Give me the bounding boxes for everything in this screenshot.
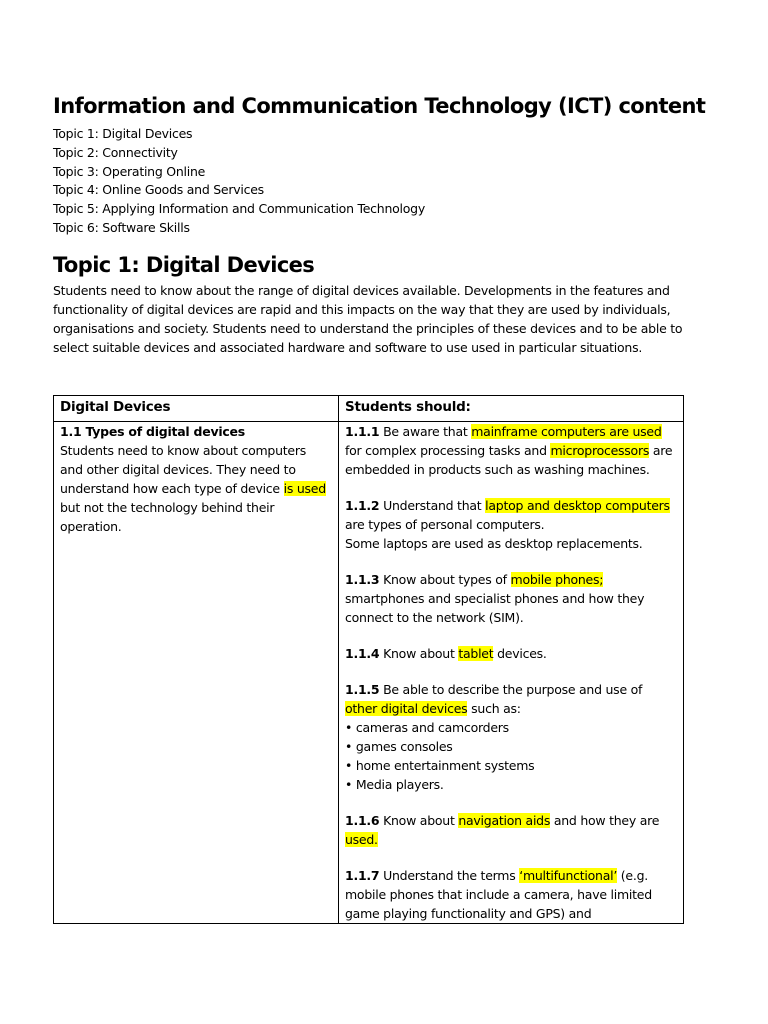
col-header-students-should: Students should: [339,396,684,422]
page-title: Information and Communication Technology (ICT) content [53,94,706,118]
cell-line: Some laptops are used as desktop replacements. [345,536,643,551]
item-1-1-4: 1.1.4 Know about tablet devices. [345,646,547,661]
topic-item: Topic 3: Operating Online [53,163,206,179]
topic-item: Topic 5: Applying Information and Communication Technology [53,201,425,217]
cell-line: operation. [60,519,122,534]
cell-line: game playing functionality and GPS) and [345,906,592,921]
topic-item: Topic 2: Connectivity [53,144,178,160]
highlight: mainframe computers are used [471,424,662,439]
highlight: is used [283,481,326,496]
topic-item: Topic 1: Digital Devices [53,126,193,141]
cell-line: Students need to know about computers [60,443,307,458]
cell-line: understand how each type of device is used [60,481,326,496]
bullet-item: • games consoles [345,739,453,754]
highlight: microprocessors [550,443,650,458]
highlight: used. [345,832,378,847]
cell-line: but not the technology behind their [60,500,275,515]
item-1-1-6: 1.1.6 Know about navigation aids and how they are [345,813,660,828]
bullet-item: • Media players. [345,777,444,792]
cell-line: mobile phones that include a camera, have limited [345,887,652,902]
table-row [54,422,684,924]
item-1-1-2: 1.1.2 Understand that laptop and desktop computers [345,498,670,513]
section-heading: Topic 1: Digital Devices [53,253,315,277]
highlight: navigation aids [458,813,551,828]
topic-item: Topic 4: Online Goods and Services [53,182,264,198]
left-cell [54,422,339,924]
intro-line: select suitable devices and associated hardware and software to use used in particular situations. [53,340,643,355]
item-1-1-7: 1.1.7 Understand the terms ‘multifunctional’ (e.g. [345,868,648,883]
table-header-row [54,396,684,422]
topic-item: Topic 6: Software Skills [53,219,190,235]
intro-line: functionality of digital devices are rapid and this impacts on the way that they are used by individuals, [53,302,671,317]
topic-list [53,125,425,238]
right-cell [339,422,684,924]
cell-line: and other digital devices. They need to [60,462,296,477]
item-1-1-1: 1.1.1 Be aware that mainframe computers are used [345,424,662,439]
highlight: mobile phones; [510,572,604,587]
cell-line: embedded in products such as washing machines. [345,462,650,477]
cell-subheading: 1.1 Types of digital devices [60,424,245,439]
cell-line: other digital devices such as: [345,701,521,716]
content-table [53,395,684,924]
intro-paragraph [53,281,713,357]
cell-line: for complex processing tasks and microprocessors are [345,443,673,458]
col-header-digital-devices: Digital Devices [54,396,339,422]
highlight: other digital devices [345,701,468,716]
bullet-item: • home entertainment systems [345,758,535,773]
highlight: laptop and desktop computers [485,498,670,513]
item-1-1-5: 1.1.5 Be able to describe the purpose and use of [345,682,643,697]
intro-line: organisations and society. Students need to understand the principles of these devices and to be able to [53,321,683,336]
cell-line: smartphones and specialist phones and how they [345,591,645,606]
bullet-item: • cameras and camcorders [345,720,509,735]
cell-line: are types of personal computers. [345,517,545,532]
highlight: ‘multifunctional’ [519,868,618,883]
intro-line: Students need to know about the range of digital devices available. Developments in the features and [53,283,670,298]
cell-line [345,830,677,849]
item-1-1-3: 1.1.3 Know about types of mobile phones; [345,572,604,587]
highlight: tablet [458,646,494,661]
cell-line: connect to the network (SIM). [345,610,524,625]
